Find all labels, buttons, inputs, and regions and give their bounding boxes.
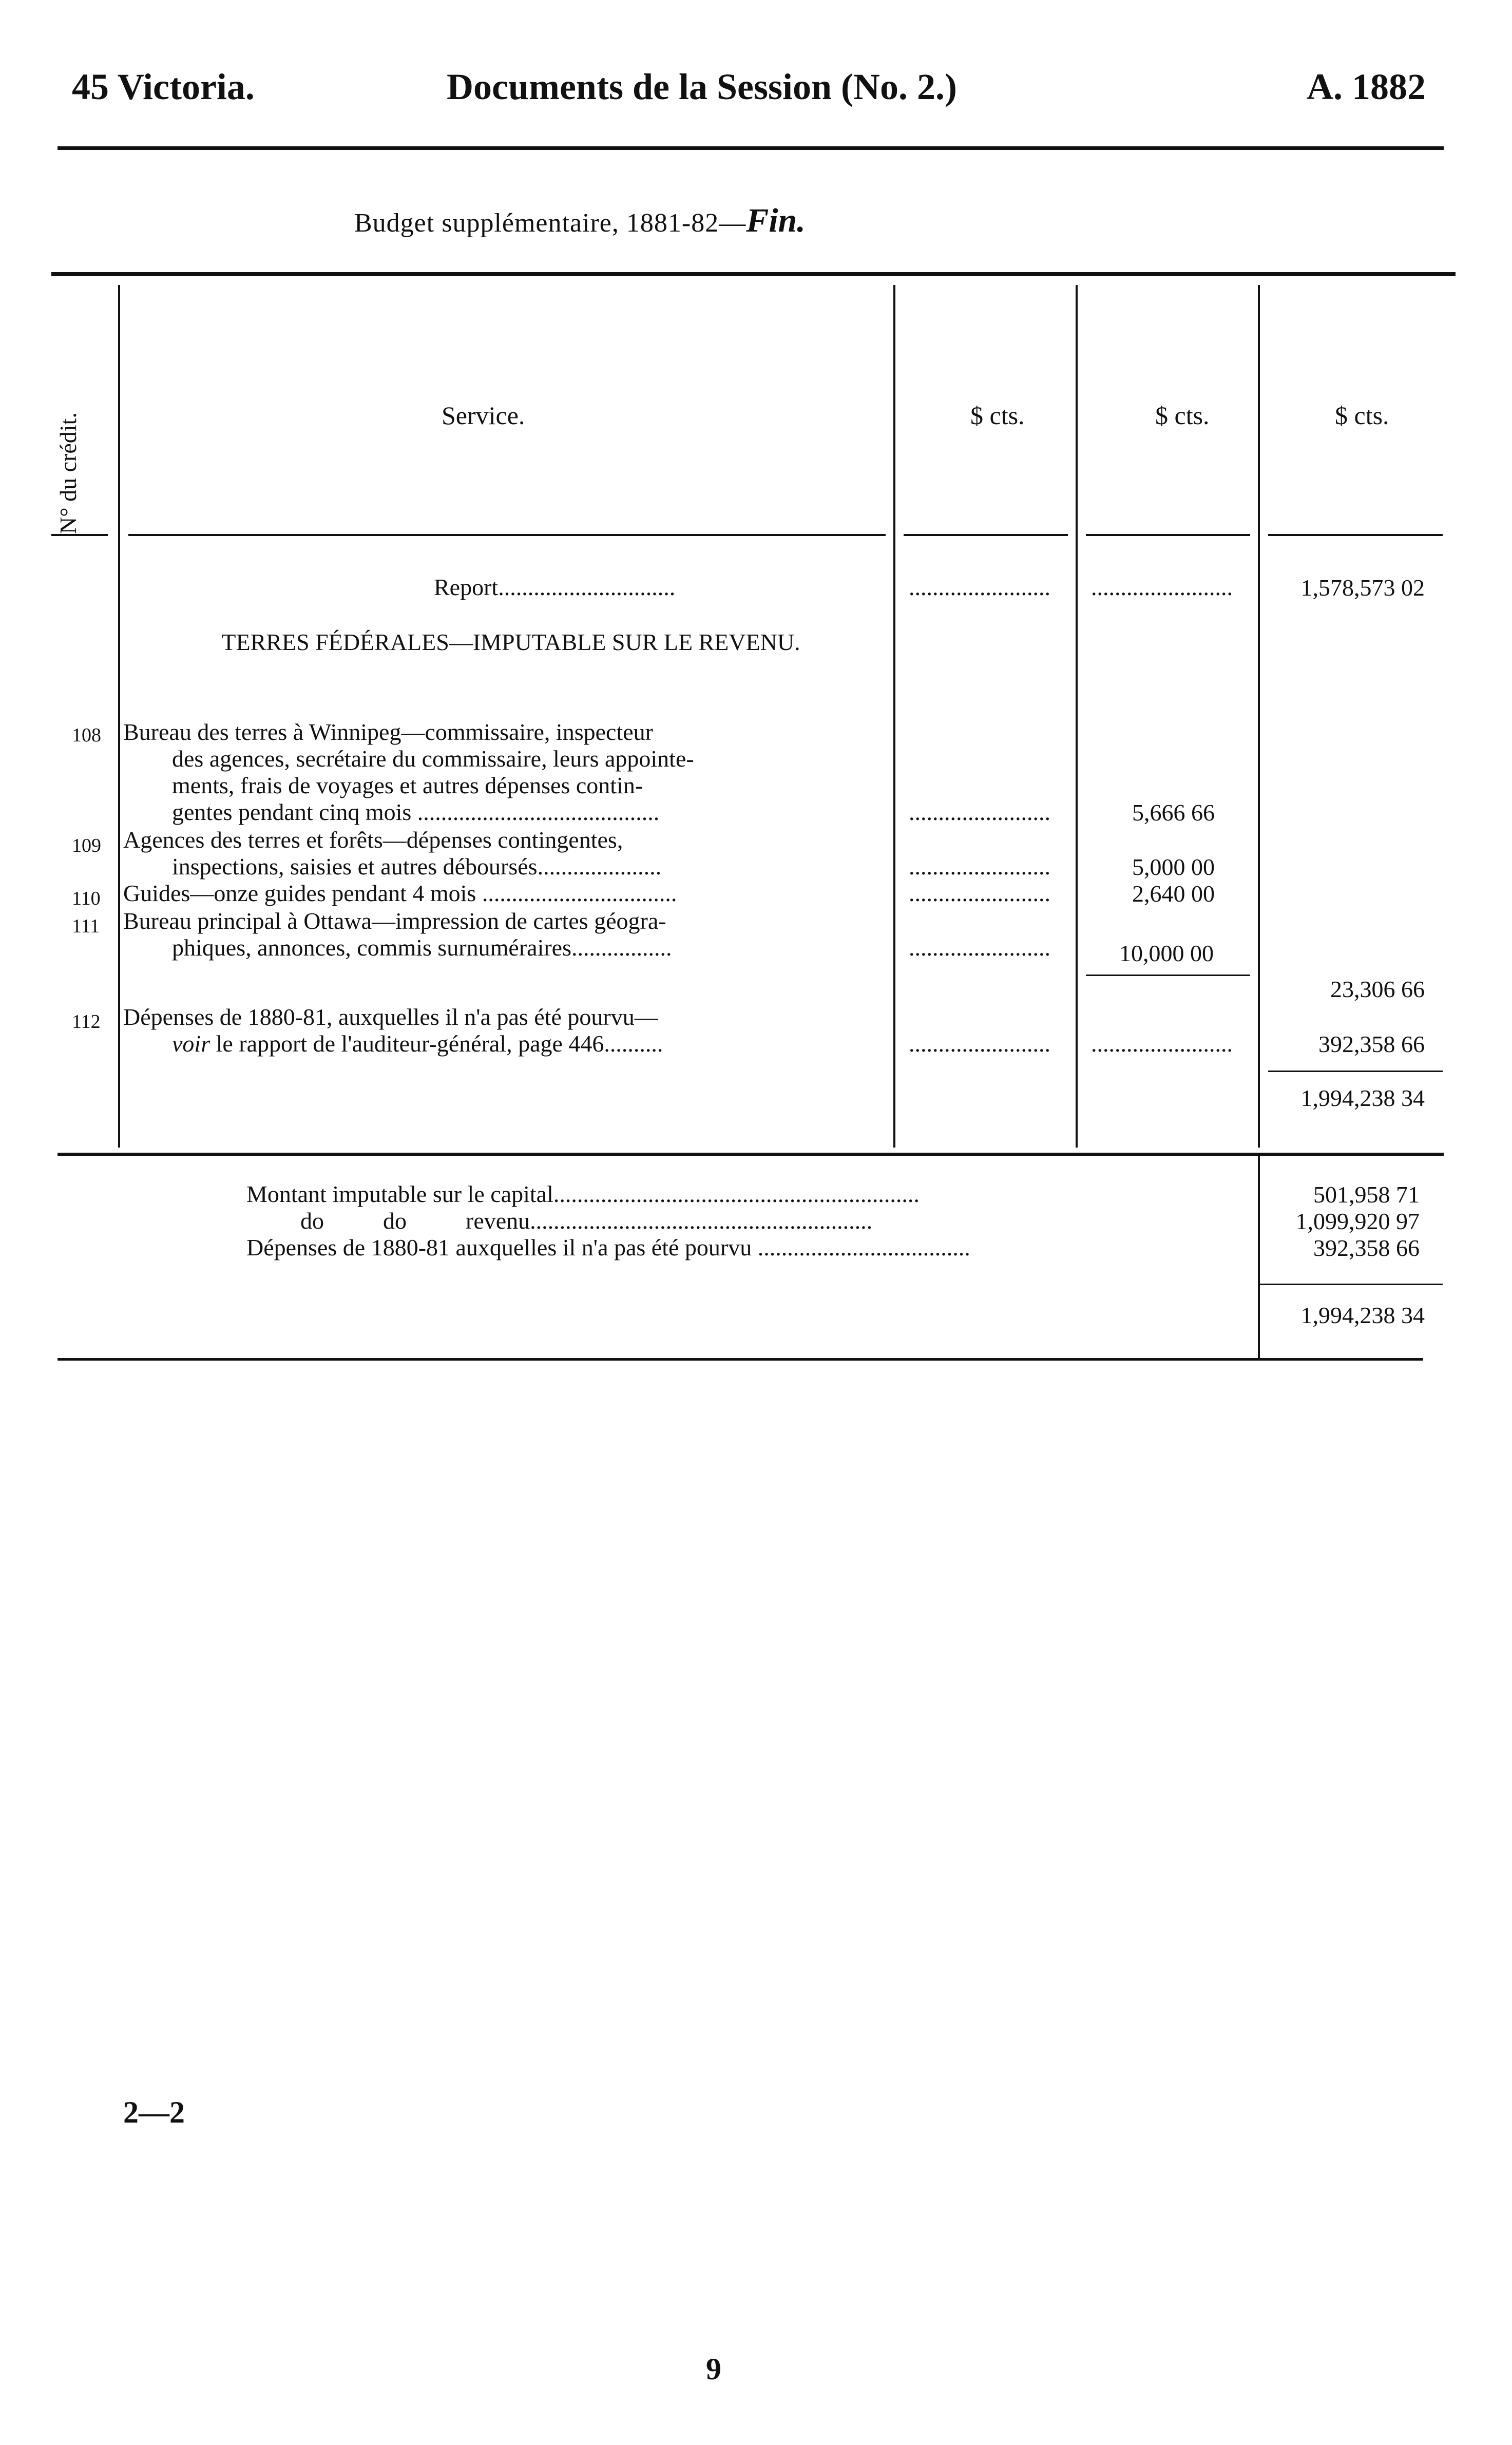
col-divider-col1 [1076,285,1078,1148]
header-left: 45 Victoria. [72,66,255,107]
header-rule [58,146,1444,150]
header-center: Documents de la Session (No. 2.) [447,66,958,107]
item-line: des agences, secrétaire du commissaire, leurs appointe- [172,746,694,772]
item-amount: 5,666 66 [1132,799,1215,826]
credit-number: 109 [72,835,101,856]
subtotal-amount: 23,306 66 [1330,976,1425,1002]
section-title: TERRES FÉDÉRALES—IMPUTABLE SUR LE REVENU. [221,629,800,655]
credit-number: 111 [72,915,100,937]
title-main: Budget supplémentaire, 1881-82— [354,208,747,238]
credit-number: 108 [72,724,101,746]
heading-rule-col2 [1086,534,1250,536]
credit-number: 112 [72,1011,101,1033]
item-amount: 10,000 00 [1119,940,1214,966]
item-line: voir le rapport de l'auditeur-général, page 446.......... [172,1030,663,1057]
title-fin: Fin. [746,202,806,239]
col-divider-col2 [1258,285,1260,1148]
item-line: phiques, annonces, commis surnuméraires................. [172,934,672,961]
heading-rule-service [128,534,886,536]
item-dots: ........................ [909,799,1050,825]
heading-rule-col1 [904,534,1068,536]
summary-total-rule [1258,1284,1443,1285]
header-right: A. 1882 [1307,66,1426,107]
subtotal-rule [1086,975,1250,976]
item-line: ments, frais de voyages et autres dépenses contin- [172,772,643,798]
title-rule [51,272,1456,276]
item-amount: 2,640 00 [1132,881,1215,907]
report-dots-col2: ........................ [1091,574,1233,600]
item-dots: ........................ [1091,1030,1233,1057]
item-amount: 392,358 66 [1318,1031,1425,1057]
item-line: inspections, saisies et autres déboursés..................... [172,853,662,880]
page-title [354,201,806,240]
item-line: Bureau des terres à Winnipeg—commissaire, inspecteur [123,719,653,745]
item-line: Agences des terres et forêts—dépenses contingentes, [123,827,623,853]
report-dots-col1: ........................ [909,574,1050,600]
credit-number-heading: N° du crédit. [55,412,81,534]
credit-number: 110 [72,888,101,909]
signature-mark: 2—2 [123,2095,185,2129]
col2-heading: $ cts. [1155,401,1210,430]
heading-rule-col3 [1268,534,1443,536]
summary-label: Montant imputable sur le capital.............................................................. [246,1181,920,1207]
grand-total-amount: 1,994,238 34 [1300,1085,1425,1111]
report-label: Report.............................. [434,574,676,600]
col3-heading: $ cts. [1335,401,1389,430]
summary-amount: 501,958 71 [1313,1181,1420,1208]
summary-amount: 392,358 66 [1313,1235,1420,1261]
item-dots: ........................ [909,853,1050,880]
item-line: Dépenses de 1880-81, auxquelles il n'a pas été pourvu— [123,1004,658,1030]
item-line: Guides—onze guides pendant 4 mois ................................. [123,880,677,906]
item-line: Bureau principal à Ottawa—impression de cartes géogra- [123,908,666,934]
col-divider-summary [1258,1155,1260,1361]
summary-bottom-rule [58,1358,1423,1361]
col1-heading: $ cts. [970,401,1025,430]
table-bottom-rule [58,1153,1444,1156]
summary-label: Dépenses de 1880-81 auxquelles il n'a pas été pourvu .................................... [246,1234,970,1260]
item-dots: ........................ [909,1030,1050,1057]
total-rule [1268,1071,1443,1072]
page-number: 9 [706,2352,721,2386]
summary-total-amount: 1,994,238 34 [1300,1302,1425,1328]
item-dots: ........................ [909,934,1050,961]
item-dots: ........................ [909,880,1050,906]
item-amount: 5,000 00 [1132,854,1215,880]
heading-rule-credit [51,534,108,536]
summary-label: do do revenu.......................................................... [300,1208,873,1234]
col-divider-credit [118,285,120,1148]
col-divider-service [893,285,895,1148]
report-amount: 1,578,573 02 [1300,575,1425,601]
summary-amount: 1,099,920 97 [1295,1208,1420,1234]
service-heading: Service. [442,401,525,430]
item-line: gentes pendant cinq mois ......................................... [172,799,660,825]
